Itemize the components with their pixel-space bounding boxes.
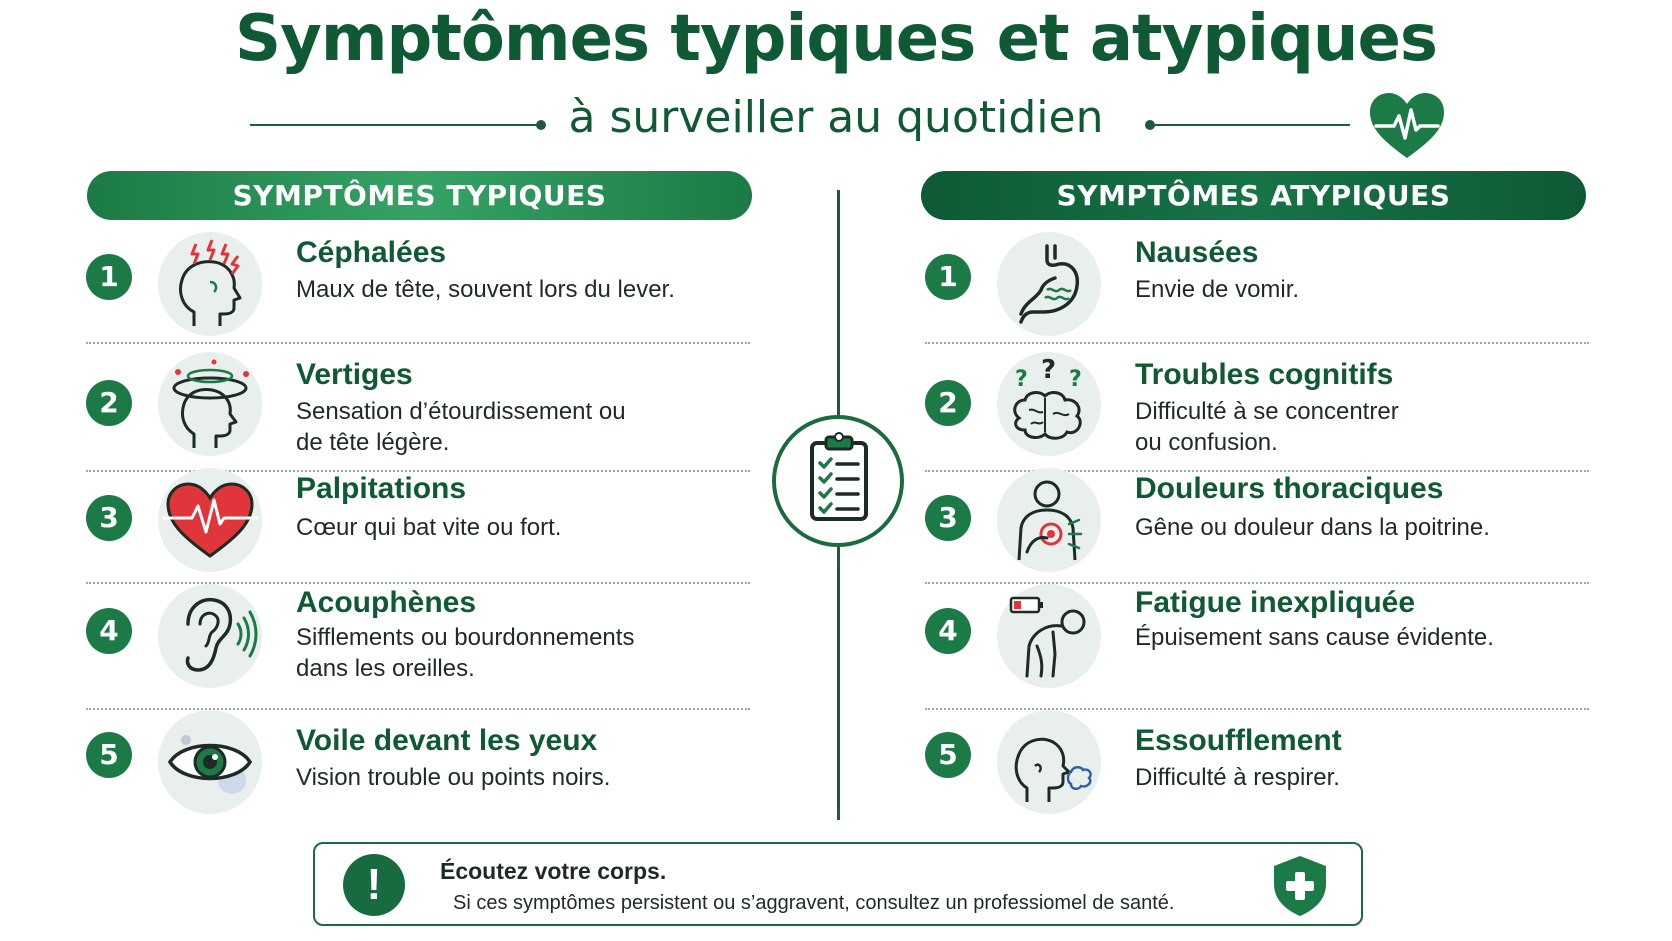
symptom-name: Essoufflement	[1135, 724, 1342, 757]
breathless-icon	[997, 710, 1101, 814]
page-subtitle: à surveiller au quotidien	[568, 92, 1104, 143]
symptom-desc-line-1: Sifflements ou bourdonnements	[296, 624, 635, 651]
page-title: Symptômes typiques et atypiques	[235, 2, 1437, 76]
symptom-desc-line-1: Vision trouble ou points noirs.	[296, 764, 611, 791]
dizzy-head-icon	[158, 352, 262, 456]
heartbeat-heart-icon	[158, 468, 262, 572]
symptom-name: Acouphènes	[296, 586, 477, 619]
atypical-item-2	[925, 348, 1595, 458]
symptom-name: Vertiges	[296, 358, 413, 391]
symptom-name: Troubles cognitifs	[1135, 358, 1394, 391]
ear-sound-icon	[158, 584, 262, 688]
atypical-column-header: SYMPTÔMES ATYPIQUES	[921, 171, 1586, 220]
icon-circle	[158, 584, 262, 688]
advice-text: Si ces symptômes persistent ou s’aggravent, consultez un professiomel de santé.	[453, 892, 1175, 914]
stomach-icon	[997, 232, 1101, 336]
atypical-item-5	[925, 714, 1595, 824]
svg-text:?: ?	[1015, 367, 1028, 392]
item-number-badge: 2	[86, 380, 132, 426]
symptom-name: Fatigue inexpliquée	[1135, 586, 1416, 619]
icon-circle	[997, 584, 1101, 688]
typical-column-header: SYMPTÔMES TYPIQUES	[87, 171, 752, 220]
brain-question-icon	[997, 352, 1101, 456]
advice-banner	[313, 842, 1363, 926]
symptom-desc-line-2: dans les oreilles.	[296, 655, 475, 682]
item-number-badge: 1	[86, 254, 132, 300]
eye-icon	[158, 710, 262, 814]
exclamation-icon: !	[343, 854, 405, 916]
svg-text:?: ?	[1041, 355, 1057, 385]
symptom-desc-line-1: Cœur qui bat vite ou fort.	[296, 514, 562, 541]
icon-circle	[158, 232, 262, 336]
item-number-badge: 5	[925, 732, 971, 778]
item-number-badge: 4	[925, 608, 971, 654]
symptom-desc-line-2: ou confusion.	[1135, 429, 1278, 456]
row-separator	[925, 342, 1589, 344]
symptom-name: Voile devant les yeux	[296, 724, 598, 757]
item-number-badge: 1	[925, 254, 971, 300]
atypical-item-3	[925, 472, 1595, 586]
symptom-desc-line-1: Épuisement sans cause évidente.	[1135, 624, 1494, 651]
fatigue-battery-icon	[997, 584, 1101, 688]
icon-circle	[158, 710, 262, 814]
symptom-desc-line-2: de tête légère.	[296, 429, 450, 456]
icon-circle	[997, 232, 1101, 336]
shield-cross-icon	[1270, 854, 1330, 918]
row-separator	[86, 342, 750, 344]
symptom-desc-line-1: Envie de vomir.	[1135, 276, 1300, 303]
icon-circle	[158, 468, 262, 572]
icon-circle	[158, 352, 262, 456]
icon-circle	[997, 710, 1101, 814]
symptom-desc-line-1: Difficulté à se concentrer	[1135, 398, 1399, 425]
typical-item-3	[86, 472, 756, 586]
typical-item-4	[86, 588, 756, 698]
item-number-badge: 2	[925, 380, 971, 426]
symptom-desc-line-1: Sensation d’étourdissement ou	[296, 398, 626, 425]
atypical-item-4	[925, 588, 1595, 698]
clipboard-checklist-icon	[776, 419, 900, 543]
atypical-item-1	[925, 228, 1595, 338]
icon-circle	[997, 352, 1101, 456]
advice-title: Écoutez votre corps.	[440, 858, 667, 884]
symptom-name: Douleurs thoraciques	[1135, 472, 1444, 505]
symptom-name: Céphalées	[296, 236, 447, 269]
symptom-desc-line-1: Maux de tête, souvent lors du lever.	[296, 276, 675, 303]
symptom-desc-line-1: Gêne ou douleur dans la poitrine.	[1135, 514, 1490, 541]
heartbeat-logo-icon	[1368, 92, 1446, 160]
typical-item-2	[86, 348, 756, 458]
typical-item-5	[86, 714, 756, 824]
icon-circle	[997, 468, 1101, 572]
chest-pain-icon	[997, 468, 1101, 572]
subtitle-line-right	[1150, 124, 1350, 126]
item-number-badge: 3	[925, 495, 971, 541]
headache-head-icon	[158, 232, 262, 336]
symptom-desc-line-1: Difficulté à respirer.	[1135, 764, 1340, 791]
subtitle-row	[0, 92, 1672, 152]
symptom-name: Palpitations	[296, 472, 467, 505]
center-badge	[772, 415, 904, 547]
symptom-name: Nausées	[1135, 236, 1259, 269]
typical-item-1	[86, 228, 756, 338]
item-number-badge: 3	[86, 495, 132, 541]
item-number-badge: 5	[86, 732, 132, 778]
svg-text:?: ?	[1069, 367, 1082, 392]
item-number-badge: 4	[86, 608, 132, 654]
